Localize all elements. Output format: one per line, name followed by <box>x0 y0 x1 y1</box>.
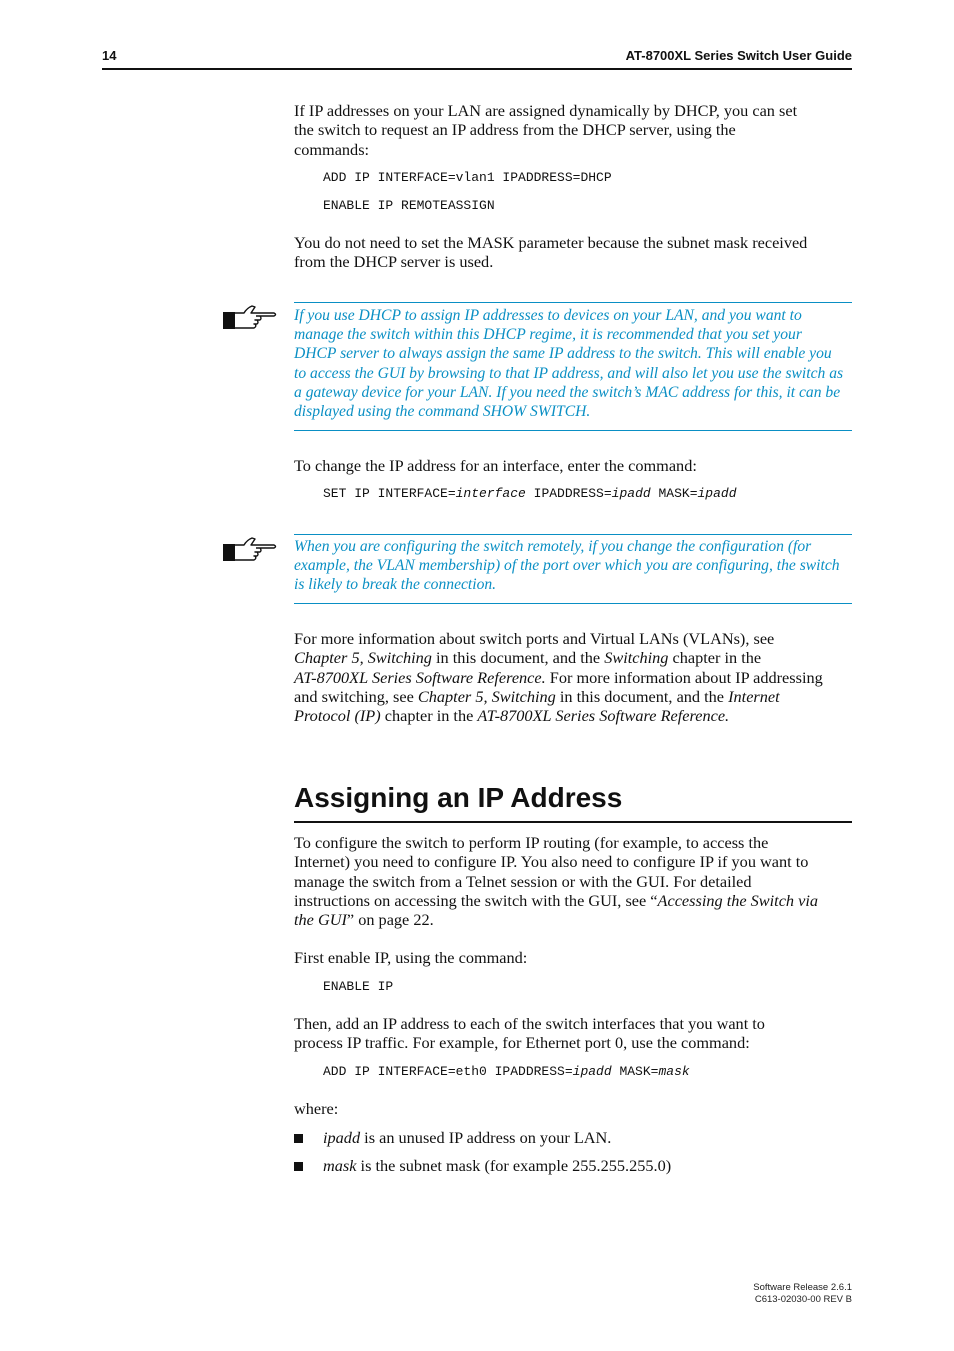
configure-ip-paragraph <box>294 833 854 929</box>
book-ref: AT-8700XL Series Software Reference. <box>294 667 546 687</box>
bullet-square-icon <box>294 1162 303 1171</box>
note-line: example, the VLAN membership) of the port over which you are configuring, the switch <box>294 557 840 575</box>
text-line: commands: <box>294 139 370 159</box>
where-label: where: <box>294 1099 339 1118</box>
header-rule <box>102 68 852 70</box>
bullet-square-icon <box>294 1134 303 1143</box>
chapter-ref: Switching <box>604 648 669 668</box>
text-line: from the DHCP server is used. <box>294 252 494 272</box>
text-line: Then, add an IP address to each of the switch interfaces that you want to <box>294 1014 765 1033</box>
cross-reference: the GUI <box>294 910 347 930</box>
note-line: When you are configuring the switch remotely, if you change the configuration (for <box>294 538 812 555</box>
page-number: 14 <box>102 48 117 63</box>
cmd-param: mask <box>658 1064 690 1079</box>
note-line: to access the GUI by browsing to that IP address, and will also let you use the switch as <box>294 364 844 382</box>
note-bottom-rule <box>294 430 852 431</box>
list-item: ipadd is an unused IP address on your LAN. <box>323 1128 612 1147</box>
note-line: DHCP server to always assign the same IP address to the switch. This will enable you <box>294 345 832 363</box>
cmd-text: MASK= <box>611 1064 659 1079</box>
text-line: AT-8700XL Series Software Reference. For more information about IP addressing <box>294 667 823 687</box>
text-line: To configure the switch to perform IP routing (for example, to access the <box>294 833 769 852</box>
note-line: displayed using the command SHOW SWITCH. <box>294 403 591 421</box>
note-top-rule <box>294 302 852 303</box>
list-item: mask is the subnet mask (for example 255.255.255.0) <box>323 1156 672 1175</box>
cmd-text: SET IP INTERFACE= <box>323 486 456 501</box>
text-line: the GUI” on page 22. <box>294 910 434 930</box>
text-line: Protocol (IP) chapter in the AT-8700XL Series Software Reference. <box>294 706 730 726</box>
command-enable-ip: ENABLE IP <box>323 979 394 994</box>
text-line: Internet) you need to configure IP. You also need to configure IP if you want to <box>294 852 809 872</box>
section-heading: Assigning an IP Address <box>294 782 623 813</box>
param-term: mask <box>323 1156 357 1175</box>
note-line: is likely to break the connection. <box>294 576 497 594</box>
dhcp-intro-paragraph <box>294 101 854 159</box>
cmd-param: ipadd <box>611 486 651 501</box>
chapter-ref: Chapter 5, Switching <box>417 686 556 706</box>
chapter-ref: Protocol (IP) <box>294 706 381 726</box>
cmd-param: ipadd <box>572 1064 612 1079</box>
text-line: manage the switch from a Telnet session or with the GUI. For detailed <box>294 871 752 891</box>
doc-number: C613-02030-00 REV B <box>754 1293 852 1305</box>
cmd-param: interface <box>455 486 526 501</box>
section-rule <box>294 821 852 823</box>
command-set-ip <box>323 486 737 501</box>
mask-paragraph <box>294 233 854 272</box>
cmd-text: IPADDRESS= <box>525 486 612 501</box>
dhcp-note <box>294 306 854 421</box>
note-line: a gateway device for your LAN. If you need the switch’s MAC address for this, it can be <box>294 383 841 401</box>
command-enable-remoteassign: ENABLE IP REMOTEASSIGN <box>323 198 495 213</box>
chapter-ref: Internet <box>728 686 780 706</box>
change-ip-paragraph: To change the IP address for an interface, enter the command: <box>294 456 697 475</box>
command-add-ip-eth0 <box>323 1064 690 1079</box>
text-line: instructions on accessing the switch with the GUI, see “Accessing the Switch via <box>294 890 819 910</box>
chapter-ref: Chapter 5, Switching <box>294 648 432 668</box>
cmd-text: MASK= <box>650 486 698 501</box>
cross-reference: Accessing the Switch via <box>657 890 819 910</box>
param-term: ipadd <box>323 1128 361 1147</box>
cmd-text: ADD IP INTERFACE=eth0 IPADDRESS= <box>323 1064 573 1079</box>
text-line: You do not need to set the MASK parameter because the subnet mask received <box>294 233 808 252</box>
pointing-hand-icon <box>222 304 278 330</box>
text-line: For more information about switch ports and Virtual LANs (VLANs), see <box>294 629 775 648</box>
cmd-param: ipadd <box>697 486 737 501</box>
command-add-ip-dhcp: ADD IP INTERFACE=vlan1 IPADDRESS=DHCP <box>323 170 612 185</box>
footer <box>753 1282 852 1305</box>
text-line: and switching, see Chapter 5, Switching in this document, and the Internet <box>294 686 780 706</box>
pointing-hand-icon <box>222 536 278 562</box>
text-line: If IP addresses on your LAN are assigned dynamically by DHCP, you can set <box>294 101 798 120</box>
note-bottom-rule <box>294 603 852 604</box>
note-top-rule <box>294 534 852 535</box>
text-line: the switch to request an IP address from the DHCP server, using the <box>294 120 736 140</box>
note-line: manage the switch within this DHCP regime, it is recommended that you set your <box>294 326 802 344</box>
book-ref: AT-8700XL Series Software Reference. <box>477 706 730 726</box>
note-line: If you use DHCP to assign IP addresses to devices on your LAN, and you want to <box>294 307 802 324</box>
more-info-paragraph <box>294 629 854 725</box>
running-title: AT-8700XL Series Switch User Guide <box>625 48 852 63</box>
release-text: Software Release 2.6.1 <box>753 1282 852 1293</box>
text-line: process IP traffic. For example, for Ethernet port 0, use the command: <box>294 1033 750 1053</box>
text-line: Chapter 5, Switching in this document, and the Switching chapter in the <box>294 648 762 668</box>
first-enable-paragraph: First enable IP, using the command: <box>294 948 528 967</box>
remote-config-note <box>294 537 854 595</box>
add-address-paragraph <box>294 1014 854 1053</box>
